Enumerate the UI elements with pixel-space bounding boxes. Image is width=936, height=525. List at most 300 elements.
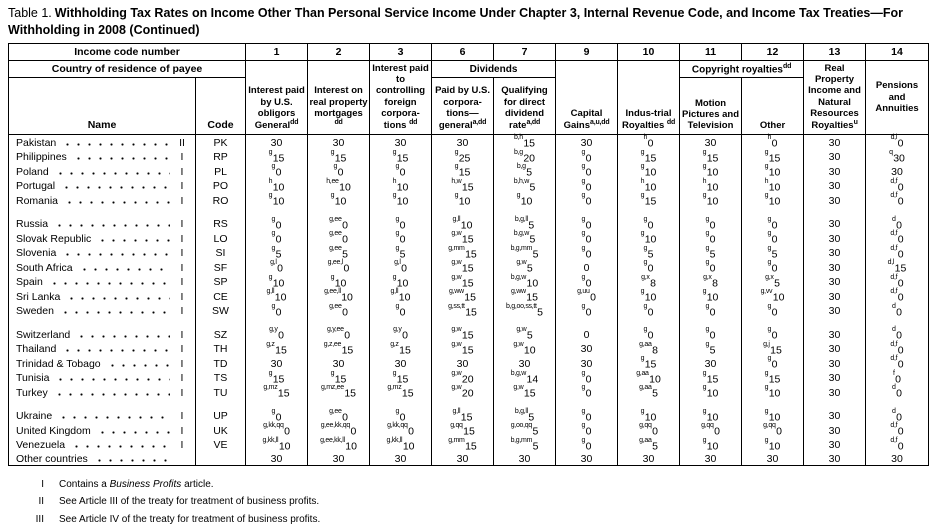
treaty-article-class: II	[179, 136, 185, 149]
rate-cell: 30	[804, 327, 866, 342]
leader-dots	[51, 219, 170, 230]
rate-cell: $^{b,g}$5	[494, 164, 556, 179]
rate-cell: 30	[804, 371, 866, 386]
footnote-ref: g,x	[703, 273, 712, 281]
sub-header-row	[9, 78, 929, 135]
copyright-royalties-group-header: Copyright royalties$^{dd}$	[680, 61, 804, 78]
rate-cell: 30	[246, 135, 308, 150]
rate-cell: $^g$0	[556, 275, 618, 290]
rate-cell: $^{g,ll}$10	[432, 217, 494, 232]
rate-cell: $^g$10	[680, 409, 742, 424]
rate-cell: $^{g,ee,kk,qq}$0	[308, 423, 370, 438]
footnote-ref: b,g,oo,ss,tt	[506, 302, 537, 310]
footnote-ref: a,u,dd	[590, 119, 610, 127]
footnote-ref: g	[640, 192, 645, 200]
footnote-ref: g,aa	[639, 436, 652, 444]
footnote-ref: d,f	[890, 436, 898, 444]
country-name: Switzerland	[16, 328, 71, 341]
country-name-cell	[9, 275, 196, 290]
rate-cell: $^g$0	[556, 423, 618, 438]
footnote-ref: a,dd	[526, 119, 541, 127]
rate-cell: $^{b,g,mm}$5	[494, 246, 556, 261]
rate-cell: $^{g,w}$15	[432, 327, 494, 342]
withholding-rates-table	[8, 43, 929, 466]
rate-cell: 30	[804, 150, 866, 165]
footnote-ref: g	[705, 302, 710, 310]
country-name-inner	[9, 425, 195, 437]
rate-cell: $^{g,w}$15	[494, 385, 556, 400]
footnote-ref: g,ee,kk,ll	[320, 436, 345, 444]
income-code-14: 14	[866, 44, 929, 61]
footnote-ref: g,w	[516, 259, 527, 267]
footnote-ref: h,w	[451, 177, 462, 185]
footnote-ref: g,qq	[450, 422, 463, 430]
country-row	[9, 231, 929, 246]
country-name-cell	[9, 452, 196, 465]
rate-cell: $^g$0	[556, 217, 618, 232]
rate-cell: $^{g,z,ee}$15	[308, 342, 370, 357]
country-code: TS	[196, 371, 246, 386]
rate-cell: $^g$15	[618, 150, 680, 165]
footnote-ref: b,g,ll	[514, 215, 528, 223]
rate-cell: $^g$0	[556, 371, 618, 386]
leader-dots	[57, 306, 170, 317]
rate-cell: $^{b,g,ll}$5	[494, 217, 556, 232]
footnote-marker: II	[38, 496, 44, 508]
footnote-ref: g,z,ee	[323, 340, 342, 348]
footnote-ref: g,ee	[329, 407, 342, 415]
footnote-ref: g	[705, 326, 710, 334]
footnote-ref: g,ww	[511, 288, 526, 296]
rate-cell: 30	[804, 217, 866, 232]
country-name-cell	[9, 289, 196, 304]
footnote-ref: g,ee,l	[327, 259, 343, 267]
rate-cell: $^h$10	[618, 179, 680, 194]
spacer-cell	[742, 318, 804, 327]
rate-cell: $^g$10	[618, 409, 680, 424]
leader-dots	[104, 358, 170, 369]
spacer-cell	[866, 208, 929, 217]
rate-cell: $^g$15	[680, 150, 742, 165]
rate-cell: 30	[804, 289, 866, 304]
rate-cell: $^g$0	[618, 304, 680, 319]
footnote-ref: h	[643, 134, 648, 142]
rate-cell: $^g$0	[742, 327, 804, 342]
footnote-ref: g,l	[270, 259, 277, 267]
footnote-ref: g	[640, 148, 645, 156]
footnote-ref: g	[702, 407, 707, 415]
leader-dots	[63, 291, 170, 302]
rate-cell: $^{d,l}$15	[866, 260, 929, 275]
rate-cell: $^{g,qq}$0	[742, 423, 804, 438]
footnote-ref: g	[395, 163, 400, 171]
footnote-ref: g	[702, 288, 707, 296]
footnote-ref: g,ll	[390, 288, 399, 296]
rate-cell: $^g$10	[742, 193, 804, 208]
rate-cell: $^h$10	[370, 179, 432, 194]
rate-cell: 30	[680, 356, 742, 371]
rate-cell: $^{g,ee,kk,ll}$10	[308, 438, 370, 453]
rate-cell: $^g$5	[680, 342, 742, 357]
country-name-cell	[9, 246, 196, 261]
footnote-ref: g,ee	[329, 244, 342, 252]
country-row	[9, 193, 929, 208]
dividends-group-header: Dividends	[432, 61, 556, 78]
rate-cell: 30	[246, 452, 308, 465]
footnote-ref: g	[268, 192, 273, 200]
footnote-ref: b,g,w	[510, 369, 527, 377]
footnote-ref: d	[892, 302, 896, 310]
rate-cell: $^{g,mm}$15	[432, 438, 494, 453]
rate-cell: 30	[308, 135, 370, 150]
footnote-ref: u	[853, 119, 858, 127]
footnote-ref: g,kk,qq	[263, 422, 284, 430]
rate-cell: 30	[804, 438, 866, 453]
rate-cell: $^d$0	[866, 385, 929, 400]
footnote-ref: g	[395, 215, 400, 223]
rate-cell: $^{g,mz,ee}$15	[308, 385, 370, 400]
rate-cell: $^{g,kk,ll}$10	[370, 438, 432, 453]
country-row	[9, 164, 929, 179]
footnote-ref: g	[581, 407, 586, 415]
rate-cell: $^{g,vv}$10	[742, 289, 804, 304]
footnote-ref: g,w	[451, 369, 462, 377]
rate-cell: 30	[246, 356, 308, 371]
rate-cell: $^{g,x}$8	[618, 275, 680, 290]
treaty-article-class: I	[180, 276, 184, 289]
country-name-inner	[9, 247, 195, 259]
rate-cell: $^{g,w}$15	[432, 342, 494, 357]
country-of-residence-header: Country of residence of payee	[9, 61, 246, 78]
rate-cell: $^{g,mz}$15	[370, 385, 432, 400]
rate-cell: 30	[308, 356, 370, 371]
col-header-capital-gains: Capital Gains$^{a,u,dd}$	[556, 61, 618, 135]
rate-cell: $^{g,aa}$10	[618, 371, 680, 386]
country-name-cell	[9, 164, 196, 179]
country-name: Portugal	[16, 180, 56, 193]
footnote-ref: g	[767, 326, 772, 334]
spacer-cell	[804, 400, 866, 409]
country-name: Romania	[16, 194, 59, 207]
footnote-ref: g	[581, 148, 586, 156]
rate-cell: $^d$0	[866, 304, 929, 319]
rate-cell: $^g$15	[370, 371, 432, 386]
rate-cell: $^{d,f}$0	[866, 423, 929, 438]
spacer-cell	[556, 400, 618, 409]
leader-dots	[52, 166, 170, 177]
rate-cell: $^g$0	[742, 304, 804, 319]
leader-dots	[52, 373, 170, 384]
rate-cell: $^g$10	[742, 438, 804, 453]
footnote-ref: dd	[409, 119, 418, 127]
rate-cell: 30	[370, 135, 432, 150]
rate-cell: $^g$0	[556, 164, 618, 179]
country-row	[9, 385, 929, 400]
rate-cell: $^{g,l}$0	[370, 260, 432, 275]
rate-cell: $^g$15	[370, 150, 432, 165]
rate-cell: $^{g,ll}$15	[432, 409, 494, 424]
footnote-ref: g	[581, 436, 586, 444]
country-name: Russia	[16, 218, 49, 231]
footnote-ref: g	[581, 302, 586, 310]
rate-cell: $^{b,g,w}$5	[494, 231, 556, 246]
footnote-I	[8, 479, 928, 491]
footnote-ref: g	[330, 148, 335, 156]
country-code: RP	[196, 150, 246, 165]
rate-cell: $^d$0	[866, 409, 929, 424]
rate-cell: $^g$5	[742, 246, 804, 261]
country-name-inner	[9, 195, 195, 207]
footnote-ref: g,w	[451, 384, 462, 392]
country-row	[9, 275, 929, 290]
country-row	[9, 260, 929, 275]
income-code-10: 10	[618, 44, 680, 61]
col-header-motion-pictures-tv: Motion Pictures and Television	[680, 78, 742, 135]
footnote-ref: g	[643, 326, 648, 334]
rate-cell: $^{g,w}$5	[494, 260, 556, 275]
footnote-ref: g	[454, 163, 459, 171]
footnote-ref: g	[330, 369, 335, 377]
footnote-ref: g	[581, 384, 586, 392]
country-name: Sweden	[16, 305, 54, 318]
rate-cell: $^g$5	[246, 246, 308, 261]
spacer-cell	[742, 208, 804, 217]
rate-cell: 30	[556, 135, 618, 150]
rate-cell: $^g$0	[556, 304, 618, 319]
rate-cell: $^{d,f}$0	[866, 246, 929, 261]
rate-cell: $^{g,kk,ll}$10	[246, 438, 308, 453]
rate-cell: $^{g,w}$5	[494, 327, 556, 342]
country-row	[9, 452, 929, 465]
footnote-II	[8, 496, 928, 508]
rate-cell: 30	[618, 452, 680, 465]
footnote-ref: b,g,mm	[510, 436, 533, 444]
rate-cell: 30	[556, 342, 618, 357]
spacer-cell	[866, 318, 929, 327]
rate-cell: $^{g,w}$20	[432, 371, 494, 386]
footnote-ref: g,w	[451, 259, 462, 267]
footnote-ref: g,uu	[577, 288, 590, 296]
rate-cell: $^g$10	[246, 193, 308, 208]
rate-cell: $^f$0	[866, 371, 929, 386]
footnote-ref: d,f	[890, 177, 898, 185]
country-name: Poland	[16, 165, 49, 178]
footnote-ref: g	[767, 215, 772, 223]
country-name: Pakistan	[16, 136, 57, 149]
country-name-inner	[9, 453, 195, 465]
footnote-ref: g,mz	[263, 384, 278, 392]
footnote-ref: g,j	[763, 340, 770, 348]
footnote-ref: g	[767, 355, 772, 363]
rate-cell: $^g$0	[556, 231, 618, 246]
footnote-ref: g	[271, 302, 276, 310]
rate-cell: $^{g,ll}$10	[246, 289, 308, 304]
rate-cell: $^{g,qq}$15	[432, 423, 494, 438]
footnote-ref: g,qq	[763, 422, 776, 430]
footnote-ref: g	[330, 192, 335, 200]
footnote-ref: g,w	[451, 326, 462, 334]
rate-cell: 30	[804, 193, 866, 208]
rate-cell: $^{g,ww}$15	[432, 289, 494, 304]
treaty-article-class: I	[180, 357, 184, 370]
rate-cell: $^g$15	[618, 356, 680, 371]
footnote-ref: g	[702, 148, 707, 156]
col-header-pensions-annuities: Pensions and Annuities	[866, 61, 929, 135]
footnote-ref: g,ss,tt	[448, 302, 465, 310]
col-header-interest-general: Interest paid by U.S. obligors General$^{dd}$	[246, 61, 308, 135]
income-code-6: 6	[432, 44, 494, 61]
footnote-ref: g	[764, 436, 769, 444]
footnote-ref: g,w	[451, 340, 462, 348]
rate-cell: 30	[804, 342, 866, 357]
footnote-ref: g,x	[641, 273, 650, 281]
rate-cell: $^{g,ll}$10	[370, 289, 432, 304]
footnote-ref: g,kk,ll	[262, 436, 279, 444]
footnote-ref: dd	[783, 62, 792, 70]
footnote-ref: g,aa	[639, 340, 652, 348]
footnote-ref: d	[892, 215, 896, 223]
rate-cell: $^g$0	[370, 409, 432, 424]
rate-cell: $^{g,ee}$0	[308, 217, 370, 232]
footnote-ref: b,g,mm	[510, 244, 533, 252]
spacer-cell	[9, 400, 196, 409]
country-name: South Africa	[16, 261, 73, 274]
footnote-ref: g,mz	[387, 384, 402, 392]
rate-cell: $^g$10	[680, 193, 742, 208]
rate-cell: $^{g,w}$20	[432, 385, 494, 400]
treaty-article-class: I	[180, 151, 184, 164]
country-name-cell	[9, 260, 196, 275]
col-header-real-property: Real Property Income and Natural Resources Royalties$^u$	[804, 61, 866, 135]
country-name: Other countries	[16, 452, 88, 465]
footnote-ref: g,ll	[452, 407, 461, 415]
table-body	[9, 135, 929, 466]
income-code-7: 7	[494, 44, 556, 61]
footnote-ref: h	[268, 177, 273, 185]
footnote-ref: g,ee,kk,qq	[320, 422, 350, 430]
country-row	[9, 135, 929, 150]
income-code-number-label: Income code number	[9, 44, 246, 61]
treaty-article-class: I	[180, 386, 184, 399]
footnote-ref: dd	[334, 119, 343, 127]
footnote-ref: g	[268, 148, 273, 156]
footnote-ref: g	[705, 215, 710, 223]
col-header-interest-mortgages: Interest on real property mortgages $^{dd}$	[308, 61, 370, 135]
rate-cell: $^g$0	[618, 217, 680, 232]
rate-cell: 30	[804, 385, 866, 400]
rate-cell: $^g$0	[742, 231, 804, 246]
rate-cell: $^g$0	[556, 150, 618, 165]
rate-cell: $^g$0	[246, 231, 308, 246]
country-code: SF	[196, 260, 246, 275]
treaty-article-class: I	[180, 232, 184, 245]
spacer-cell	[196, 208, 246, 217]
group-header-row	[9, 61, 929, 78]
footnote-ref: g	[640, 407, 645, 415]
country-row	[9, 304, 929, 319]
income-code-11: 11	[680, 44, 742, 61]
rate-cell: $^g$15	[308, 371, 370, 386]
footnote-ref: g,w	[513, 340, 524, 348]
footnote-marker: I	[41, 478, 44, 490]
rate-cell: $^g$0	[556, 193, 618, 208]
country-code: RS	[196, 217, 246, 232]
footnote-ref: a,dd	[472, 119, 487, 127]
spacer-cell	[432, 318, 494, 327]
country-code: SW	[196, 304, 246, 319]
country-code: SZ	[196, 327, 246, 342]
page-title	[8, 5, 928, 38]
footnote-ref: g	[581, 177, 586, 185]
income-code-row	[9, 44, 929, 61]
rate-cell: $^{g,ss,tt}$15	[432, 304, 494, 319]
treaty-article-class: I	[180, 218, 184, 231]
leader-dots	[61, 195, 170, 206]
rate-cell: $^{h,ee}$10	[308, 179, 370, 194]
footnote-ref: g	[705, 259, 710, 267]
rate-cell: $^{g,w}$15	[432, 260, 494, 275]
country-name-inner	[9, 329, 195, 341]
leader-dots	[70, 152, 170, 163]
footnote-ref: g,qq	[639, 422, 652, 430]
rate-cell: $^g$10	[680, 438, 742, 453]
rate-cell: 30	[804, 409, 866, 424]
footnote-ref: dd	[666, 119, 676, 127]
rate-cell: $^{g,ee}$5	[308, 246, 370, 261]
footnote-ref: g	[395, 230, 400, 238]
footnote-ref: g,y,ee	[326, 326, 344, 334]
country-name-cell	[9, 371, 196, 386]
rate-cell: $^g$10	[742, 385, 804, 400]
footnote-ref: g	[392, 273, 397, 281]
country-name-cell	[9, 304, 196, 319]
country-name: Sri Lanka	[16, 290, 61, 303]
footnote-ref: g	[392, 369, 397, 377]
footnote-ref: d,f	[890, 273, 898, 281]
footnote-ref: h	[640, 177, 645, 185]
rate-cell: $^g$0	[556, 385, 618, 400]
rate-cell: $^g$0	[246, 217, 308, 232]
rate-cell: 30	[308, 452, 370, 465]
rate-cell: 30	[804, 135, 866, 150]
spacer-cell	[804, 208, 866, 217]
country-name-cell	[9, 193, 196, 208]
footnote-ref: g,w	[516, 326, 527, 334]
country-name-inner	[9, 439, 195, 451]
country-row	[9, 327, 929, 342]
country-code: UP	[196, 409, 246, 424]
footnote-ref: g,kk,ll	[386, 436, 403, 444]
rate-cell: 0	[556, 327, 618, 342]
treaty-article-class: I	[180, 343, 184, 356]
col-header-copyright-other: Other	[742, 78, 804, 135]
rate-cell: $^{b,g,ll}$5	[494, 409, 556, 424]
rate-cell: $^g$0	[680, 304, 742, 319]
country-name-cell	[9, 327, 196, 342]
country-row	[9, 217, 929, 232]
footnote-ref: g,aa	[639, 384, 652, 392]
treaty-article-class: I	[180, 261, 184, 274]
country-code: PL	[196, 164, 246, 179]
rate-cell: $^g$0	[556, 409, 618, 424]
country-code: PK	[196, 135, 246, 150]
country-name: Thailand	[16, 343, 57, 356]
country-name-cell	[9, 438, 196, 453]
col-header-dividends-general: Paid by U.S. corpora-tions—general$^{a,dd}$	[432, 78, 494, 135]
rate-cell: $^g$0	[246, 164, 308, 179]
rate-cell: $^g$15	[246, 371, 308, 386]
footnote-ref: g	[764, 163, 769, 171]
